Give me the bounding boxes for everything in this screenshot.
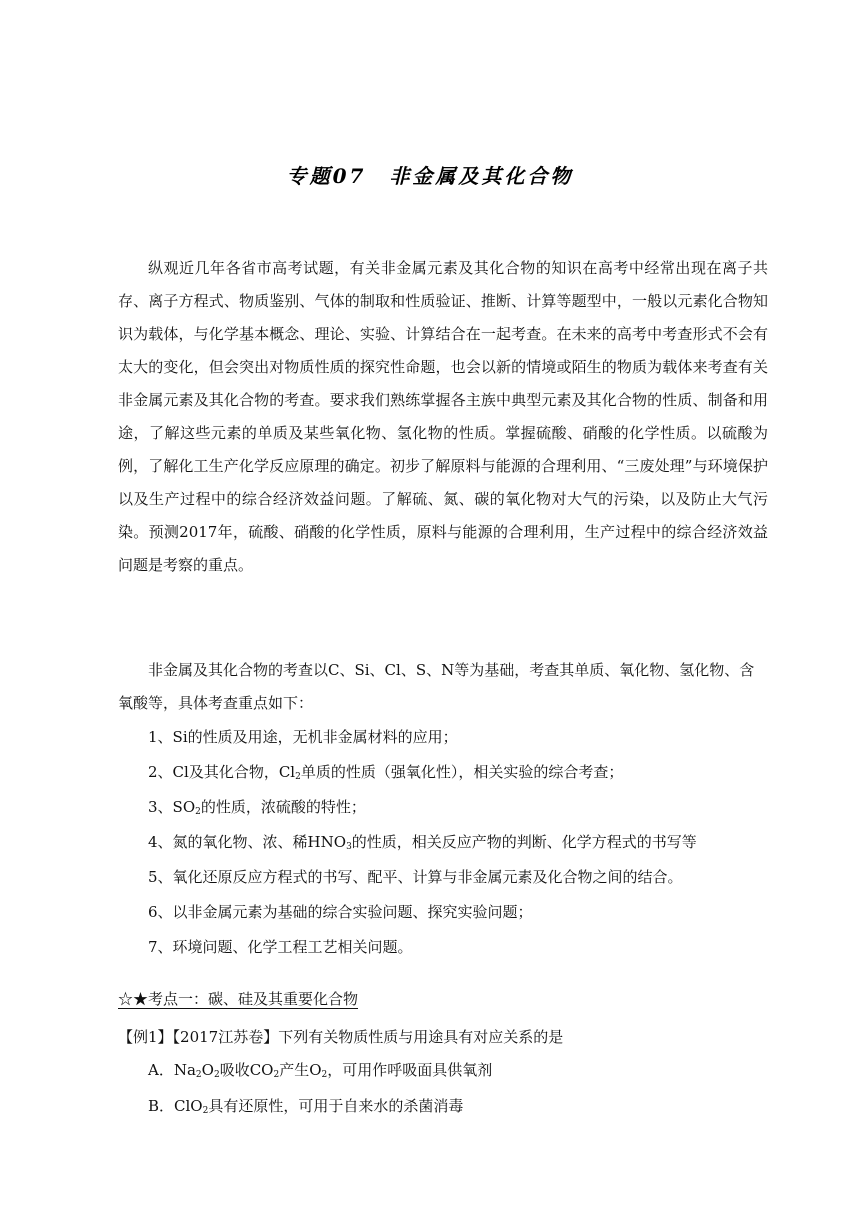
answer-options xyxy=(148,1052,492,1124)
option-a: A．$Na_2O_2$吸收$CO_2$产生$O_2$，可用作呼吸面具供氧剂 xyxy=(148,1061,493,1080)
section-heading: ☆★考点一：碳、硅及其重要化合物 xyxy=(118,990,359,1008)
key-point-2: 2、Cl及其化合物，$Cl_2$单质的性质（强氧化性），相关实验的综合考查； xyxy=(148,763,624,782)
intro-paragraph: 纵观近几年各省市高考试题，有关非金属元素及其化合物的知识在高考中经常出现在离子共存、离子方程式、物质鉴别、气体的制取和性质验证、推断、计算等题型中，一般以元素化合物知识为载体，与化学基本概念、理论、实验、计算结合在一起考查。在未来的高考中考查形式不会有太大的变化，但会突出对物质性质的探究性命题，也会以新的情境或陌生的物质为载体来考查有关非金属元素及其化合物的考查。要求我们熟练掌握各主族中典型元素及其化合物的性质、制备和用途，了解这些元素的单质及某些氧化物、氢化物的性质。掌握硫酸、硝酸的化学性质。以硫酸为例，了解化工生产化学反应原理的确定。初步了解原料与能源的合理利用、“三废处理”与环境保护以及生产过程中的综合经济效益问题。了解硫、氮、碳的氧化物对大气的污染，以及防止大气污染。预测2017年，硫酸、硝酸的化学性质，原料与能源的合理利用，生产过程中的综合经济效益问题是考察的重点。 xyxy=(118,259,768,574)
example-question: 【例1】【2017江苏卷】下列有关物质性质与用途具有对应关系的是 xyxy=(118,1028,564,1046)
key-point-1: 1、Si的性质及用途，无机非金属材料的应用； xyxy=(148,728,458,746)
key-point-3: 3、$SO_2$的性质，浓硫酸的特性； xyxy=(148,798,366,817)
key-point-4: 4、氮的氧化物、浓、稀$HNO_3$的性质，相关反应产物的判断、化学方程式的书写等 xyxy=(148,833,697,852)
key-point-7: 7、环境问题、化学工程工艺相关问题。 xyxy=(148,938,413,956)
key-point-5: 5、氧化还原反应方程式的书写、配平、计算与非金属元素及化合物之间的结合。 xyxy=(148,868,683,886)
summary-paragraph: 非金属及其化合物的考查以C、Si、Cl、S、N等为基础，考查其单质、氧化物、氢化物、含氧酸等，具体考查重点如下： xyxy=(118,661,755,712)
key-points-list xyxy=(148,720,788,965)
document-title: 专题07 非金属及其化合物 xyxy=(286,164,574,188)
key-point-6: 6、以非金属元素为基础的综合实验问题、探究实验问题； xyxy=(148,903,533,921)
option-b: B．ClO$_2$具有还原性，可用于自来水的杀菌消毒 xyxy=(148,1097,464,1116)
